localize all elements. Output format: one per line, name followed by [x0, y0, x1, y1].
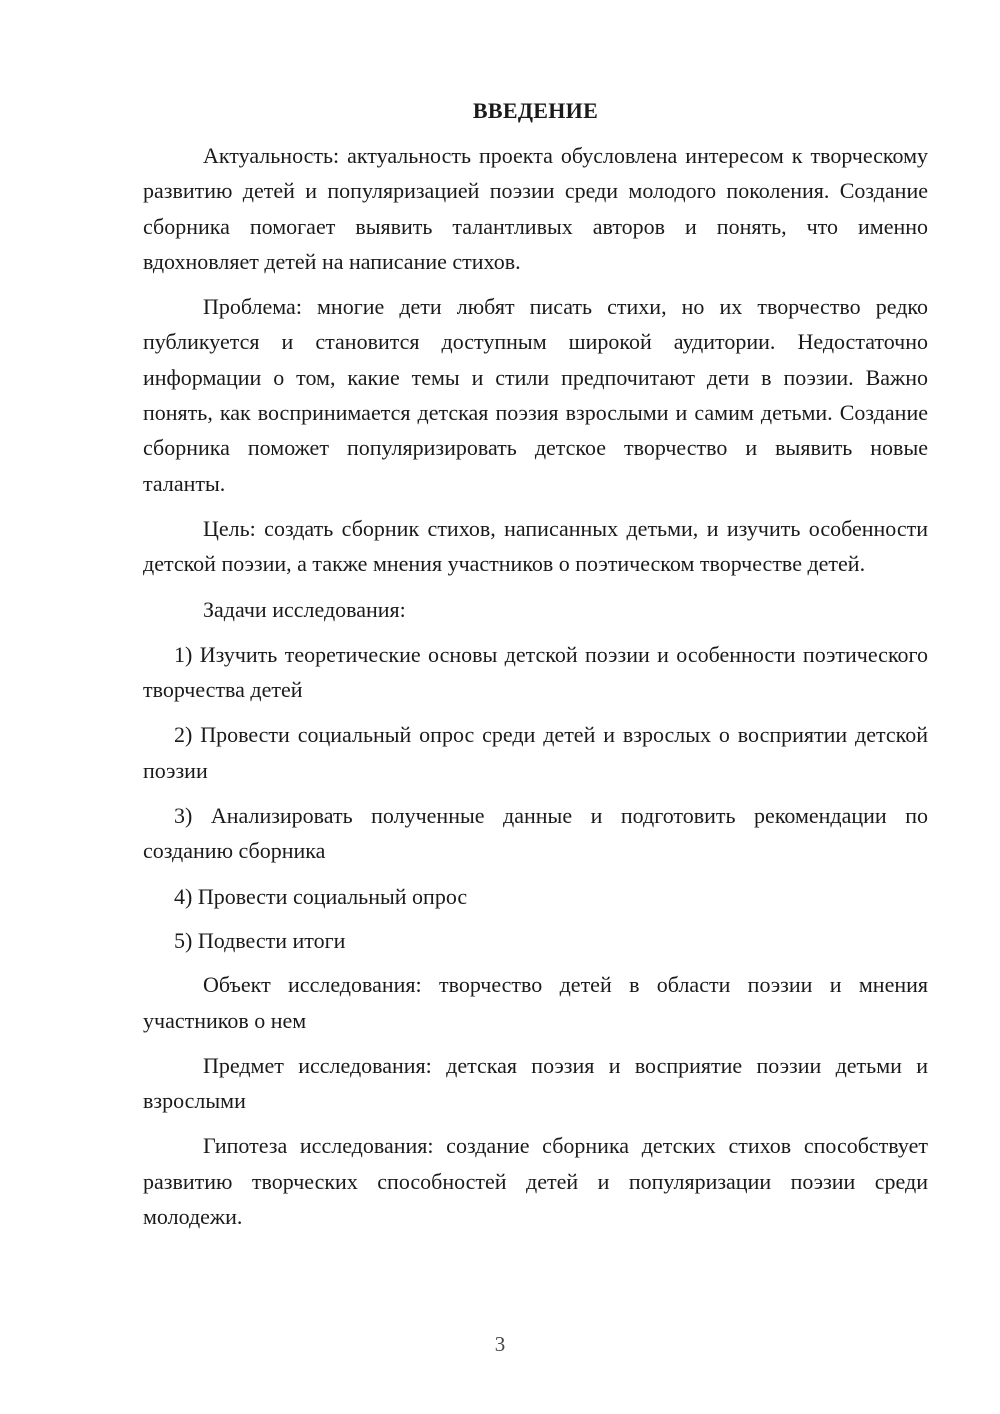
task-item: 2) Провести социальный опрос среди детей и взрослых о восприятии детской поэзии — [143, 722, 928, 783]
object-paragraph: Объект исследования: творчество детей в области поэзии и мнения участников о нем — [143, 972, 928, 1033]
task-item: 4) Провести социальный опрос — [174, 883, 468, 909]
subject-paragraph: Предмет исследования: детская поэзия и восприятие поэзии детьми и взрослыми — [143, 1052, 928, 1114]
page-title: ВВЕДЕНИЕ — [472, 98, 599, 123]
hypothesis-paragraph: Гипотеза исследования: создание сборника детских стихов способствует развитию творческих способностей детей и популяризации поэзии среди молодежи. — [143, 1133, 928, 1230]
task-item: 1) Изучить теоретические основы детской поэзии и особенности поэтического творчества детей — [143, 641, 928, 703]
relevance-paragraph: Актуальность: актуальность проекта обусловлена интересом к творческому развитию детей и популяризацией поэзии среди молодого поколения. Создание сборника помогает выявить талантливых авторов и понять, что именно вдохновляет детей на написание стихов. — [143, 143, 928, 274]
task-item: 5) Подвести итоги — [174, 927, 346, 953]
document-page — [143, 96, 928, 1244]
page-number: 3 — [494, 1332, 506, 1356]
tasks-heading: Задачи исследования: — [203, 596, 406, 622]
task-item: 3) Анализировать полученные данные и подготовить рекомендации по созданию сборника — [143, 803, 928, 864]
goal-paragraph: Цель: создать сборник стихов, написанных детьми, и изучить особенности детской поэзии, а также мнения участников о поэтическом творчестве детей. — [143, 515, 928, 577]
tasks-list — [143, 637, 928, 958]
problem-paragraph: Проблема: многие дети любят писать стихи, но их творчество редко публикуется и становится доступным широкой аудитории. Недостаточно информации о том, какие темы и стили предпочитают дети в поэзии. Важно понять, как воспринимается детская поэзия взрослыми и самим детьми. Создание сборника поможет популяризировать детское творчество и выявить новые таланты. — [143, 294, 928, 496]
